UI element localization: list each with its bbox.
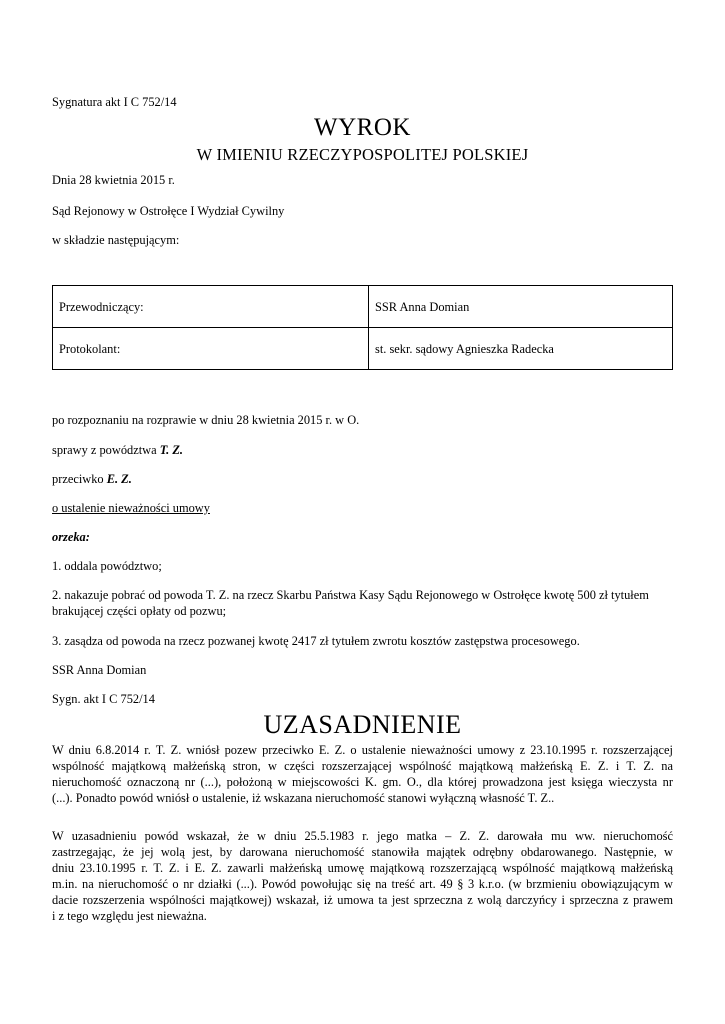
- court-name: Sąd Rejonowy w Ostrołęce I Wydział Cywilny: [52, 204, 285, 218]
- defendant-name: E. Z.: [106, 472, 132, 486]
- judge-signature: SSR Anna Domian: [52, 663, 147, 677]
- panel-person: st. sekr. sądowy Agnieszka Radecka: [369, 328, 673, 370]
- paragraph-line: zastrzegając, że jej wolą jest, by darowana nieruchomość stanowiła majątek odrębny obdarowanego. Następnie, w: [52, 845, 673, 859]
- defendant-prefix: przeciwko: [52, 472, 107, 486]
- paragraph-line: (...). Ponadto powód wniósł o ustalenie, iż wskazana nieruchomość stanowi wyłączną własność T. Z..: [52, 791, 555, 805]
- court-panel-table: [52, 285, 673, 370]
- paragraph-line: W dniu 6.8.2014 r. T. Z. wniósł pozew przeciwko E. Z. o ustalenie nieważności umowy z 23.10.1995 r. rozszerzającej: [52, 743, 673, 757]
- judgment-date: Dnia 28 kwietnia 2015 r.: [52, 173, 175, 187]
- plaintiff-name: T. Z.: [159, 443, 183, 457]
- ruling-item: 1. oddala powództwo;: [52, 559, 162, 573]
- plaintiff-line: [52, 442, 183, 458]
- case-signature: Sygnatura akt I C 752/14: [52, 95, 177, 109]
- case-signature-2: Sygn. akt I C 752/14: [52, 692, 155, 706]
- paragraph-line: nieruchomość oznaczoną nr (...), położoną w miejscowości K. gm. O., dla której prowadzona jest księga wieczysta nr: [52, 775, 673, 789]
- document-subtitle: W IMIENIU RZECZYPOSPOLITEJ POLSKIEJ: [196, 145, 529, 164]
- ruling-item: 3. zasądza od powoda na rzecz pozwanej kwotę 2417 zł tytułem zwrotu kosztów zastępstwa procesowego.: [52, 634, 580, 648]
- panel-role: Protokolant:: [53, 328, 369, 370]
- ruling-item-continued: brakującej części opłaty od pozwu;: [52, 604, 227, 618]
- panel-person: SSR Anna Domian: [369, 286, 673, 328]
- table-row: [53, 286, 673, 328]
- composition-label: w składzie następującym:: [52, 233, 180, 247]
- justification-paragraph-1: [52, 742, 673, 806]
- plaintiff-prefix: sprawy z powództwa: [52, 443, 160, 457]
- ruling-label: orzeka:: [52, 530, 90, 544]
- justification-paragraph-2: [52, 828, 673, 924]
- paragraph-line: dacie rozszerzenia wspólności majątkowej) wskazał, iż umowa ta jest sprzeczna z wolą darczyńcy i sprzeczna z prawem: [52, 893, 673, 907]
- paragraph-line: dniu 23.10.1995 r. T. Z. i E. Z. zawarli małżeńską umowę majątkową rozszerzającą wspólność majątkową małżeńską: [52, 861, 673, 875]
- panel-role: Przewodniczący:: [53, 286, 369, 328]
- defendant-line: [52, 471, 132, 487]
- hearing-info: po rozpoznaniu na rozprawie w dniu 28 kwietnia 2015 r. w O.: [52, 413, 360, 427]
- case-subject: o ustalenie nieważności umowy: [52, 501, 210, 515]
- document-title: WYROK: [314, 114, 411, 141]
- paragraph-line: m.in. na nieruchomość o nr działki (...). Powód powołując się na treść art. 49 § 3 k.r.o. (w brzmieniu obowiązującym w: [52, 877, 673, 891]
- paragraph-line: wspólność majątkową małżeńską stron, w części rozszerzającej wspólność majątkową małżeńską E. Z. i T. Z. na: [52, 759, 673, 773]
- paragraph-line: W uzasadnieniu powód wskazał, że w dniu 25.5.1983 r. jego matka – Z. Z. darowała mu ww. nieruchomość: [52, 829, 673, 843]
- table-row: [53, 328, 673, 370]
- paragraph-line: i z tego względu jest nieważna.: [52, 909, 207, 923]
- justification-title: UZASADNIENIE: [263, 710, 462, 739]
- ruling-item: 2. nakazuje pobrać od powoda T. Z. na rzecz Skarbu Państwa Kasy Sądu Rejonowego w Ostrołęce kwotę 500 zł tytułem: [52, 588, 649, 602]
